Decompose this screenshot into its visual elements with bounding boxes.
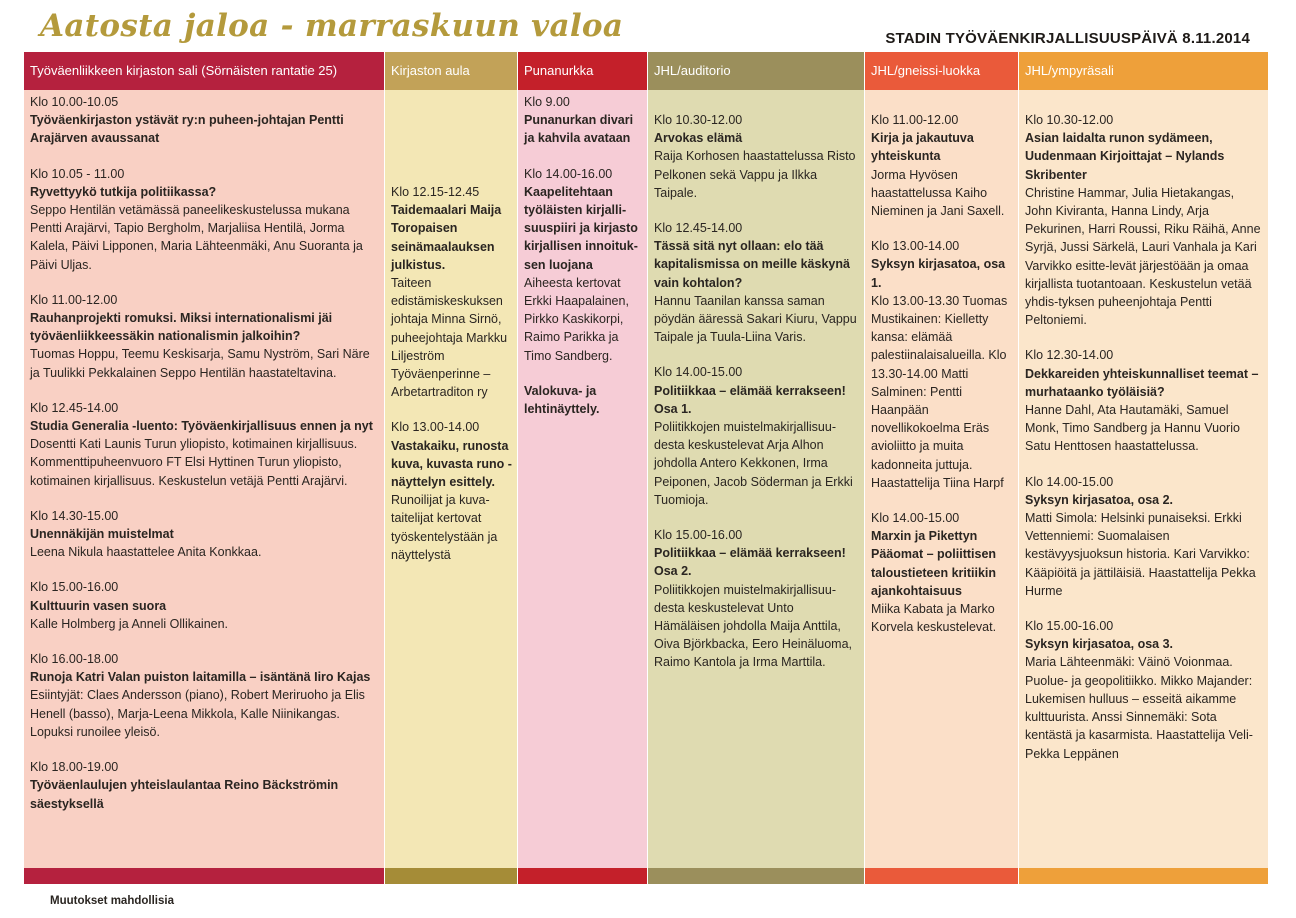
program-description: Matti Simola: Helsinki punaiseksi. Erkki Vettenniemi: Suomalaisen kestävyysjuoksun historia. Kari Varvikko: Kääpiöitä ja jättiläisiä. Haastattelija Pekka Hurme — [1025, 511, 1256, 598]
program-item — [654, 363, 859, 509]
schedule-columns — [0, 52, 1296, 884]
schedule-column — [1019, 52, 1268, 884]
program-item — [30, 399, 379, 490]
program-description: Tuomas Hoppu, Teemu Keskisarja, Samu Nyström, Sari Näre ja Tuulikki Pekkalainen Seppo Hentilän haastateltavina. — [30, 347, 370, 380]
column-body — [1019, 90, 1268, 868]
program-title: Dekkareiden yhteiskunnalliset teemat – murhataanko työläisiä? — [1025, 366, 1259, 399]
program-description: Esiintyjät: Claes Andersson (piano), Robert Meriruoho ja Elis Henell (basso), Marja-Leena Mikkola, Kalle Niinikangas. Lopuksi runoilee yleisö. — [30, 688, 365, 739]
program-title: Runoja Katri Valan puiston laitamilla – isäntänä Iiro Kajas — [30, 670, 371, 685]
program-description: Seppo Hentilän vetämässä paneelikeskustelussa mukana Pentti Arajärvi, Tapio Bergholm, Marjaliisa Hentilä, Jorma Kalela, Päivi Lipponen, Maria Lähteenmäki, Anu Suoranta ja Päivi Uljas. — [30, 203, 363, 272]
program-title: Syksyn kirjasatoa, osa 3. — [1025, 637, 1174, 652]
program-time: Klo 9.00 — [524, 95, 570, 109]
column-footer-bar — [24, 868, 384, 884]
festival-title: Aatosta jaloa - marraskuun valoa — [40, 8, 624, 44]
program-item — [524, 382, 642, 418]
program-item — [524, 93, 642, 148]
schedule-column — [865, 52, 1018, 884]
program-time: Klo 15.00-16.00 — [30, 580, 119, 595]
program-title: Taidemaalari Maija Toropaisen seinämaalauksen julkistus. — [391, 203, 502, 272]
column-footer-bar — [518, 868, 647, 884]
column-footer-bar — [1019, 868, 1268, 884]
program-title: Arvokas elämä — [654, 131, 743, 146]
program-item — [30, 507, 379, 562]
column-body — [518, 90, 647, 868]
program-description: Christine Hammar, Julia Hietakangas, John Kiviranta, Hanna Lindy, Arja Pekurinen, Harri Roussi, Riku Räihä, Anne Syrjä, Jussi Särkelä, Lauri Vanhala ja Kari Varvikko esitte-levät järjestöään ja omaa kirjallista tuotantoaan. Keskustelun vetää yhdis-tyksen puheenjohtaja Pentti Peltoniemi. — [1025, 185, 1261, 328]
program-time: Klo 10.30-12.00 — [654, 113, 743, 127]
program-item — [30, 650, 379, 741]
program-item — [30, 93, 379, 148]
program-title: Asian laidalta runon sydämeen, Uudenmaan Kirjoittajat – Nylands Skribenter — [1025, 131, 1225, 182]
schedule-column — [648, 52, 864, 884]
program-item — [391, 418, 512, 564]
program-description: Poliitikkojen muistelmakirjallisuu-desta keskustelevat Unto Hämäläisen johdolla Maija Anttila, Oiva Björkbacka, Eero Heinäluoma, Raimo Kantola ja Irma Marttila. — [654, 582, 853, 670]
program-time: Klo 14.00-15.00 — [871, 511, 960, 526]
program-item — [654, 219, 859, 346]
program-time: Klo 16.00-18.00 — [30, 652, 119, 667]
program-title: Työväenkirjaston ystävät ry:n puheen-johtajan Pentti Arajärven avaussanat — [30, 113, 344, 146]
program-title: Valokuva- ja lehtinäyttely. — [524, 383, 600, 417]
program-title: Kaapelitehtaan työläisten kirjalli-suuspiiri ja kirjasto kirjallisen innoituk-sen luojana — [524, 184, 638, 272]
program-title: Politiikkaa – elämää kerrakseen! Osa 2. — [654, 546, 846, 579]
program-description: Klo 13.00-13.30 Tuomas Mustikainen: Kielletty kansa: elämää palestiinalaisalueilla. Klo 13.30-14.00 Matti Salminen: Pentti Haanpään novellikokoelma Eräs avioliitto ja muita kadonneita juttuja. Haastattelija Tiina Harpf — [871, 293, 1008, 490]
program-item — [30, 291, 379, 382]
program-description: Hanne Dahl, Ata Hautamäki, Samuel Monk, Timo Sandberg ja Hannu Vuorio Satu Henttosen haastattelussa. — [1025, 403, 1240, 454]
program-item — [871, 509, 1013, 636]
program-title: Vastakaiku, runosta kuva, kuvasta runo -näyttelyn esittely. — [391, 438, 512, 490]
program-description: Maria Lähteenmäki: Väinö Voionmaa. Puolue- ja geopolitiikko. Mikko Majander: Lukemisen hulluus – esseitä aikamme kulttuurista. Anssi Sinnemäki: Sota kentästä ja kasarmista. Haastattelija Veli-Pekka Leppänen — [1025, 655, 1253, 761]
program-title: Kulttuurin vasen suora — [30, 598, 167, 613]
column-header: Työväenliikkeen kirjaston sali (Sörnäisten rantatie 25) — [24, 52, 384, 90]
program-item — [654, 111, 859, 202]
program-item — [654, 526, 859, 672]
program-time: Klo 14.00-15.00 — [1025, 474, 1114, 489]
column-body — [865, 90, 1018, 868]
column-footer-bar — [648, 868, 864, 884]
program-description: Jorma Hyvösen haastattelussa Kaiho Nieminen ja Jani Saxell. — [871, 167, 1005, 219]
program-time: Klo 13.00-14.00 — [871, 239, 960, 254]
program-description: Runoilijat ja kuva-taitelijat kertovat työskentelystään ja näyttelystä — [391, 493, 498, 562]
program-title: Rauhanprojekti romuksi. Miksi internationalismi jäi työväenliikkeessäkin nationalismin jalkoihin? — [30, 311, 333, 344]
program-title: Punanurkan divari ja kahvila avataan — [524, 113, 634, 146]
column-footer-bar — [385, 868, 517, 884]
column-body — [24, 90, 384, 868]
program-description: Poliitikkojen muistelmakirjallisuu-desta keskustelevat Arja Alhon johdolla Antero Kekkonen, Irma Peiponen, Jacob Söderman ja Erkki Tuomioja. — [654, 420, 853, 507]
program-time: Klo 10.05 - 11.00 — [30, 166, 125, 181]
program-item — [391, 183, 512, 401]
program-item — [1025, 473, 1263, 600]
program-title: Ryvettyykö tutkija politiikassa? — [30, 184, 217, 199]
program-time: Klo 12.30-14.00 — [1025, 348, 1114, 363]
column-header: Punanurkka — [518, 52, 647, 90]
changes-note: Muutokset mahdollisia — [50, 895, 174, 907]
program-item — [1025, 617, 1263, 763]
column-footer-bar — [865, 868, 1018, 884]
program-item — [1025, 111, 1263, 329]
program-item — [524, 165, 642, 365]
column-header: Kirjaston aula — [385, 52, 517, 90]
program-time: Klo 10.00-10.05 — [30, 95, 119, 109]
program-description: Raija Korhosen haastattelussa Risto Pelkonen sekä Vappu ja Ilkka Taipale. — [654, 149, 856, 200]
program-title: Studia Generalia -luento: Työväenkirjallisuus ennen ja nyt — [30, 419, 373, 434]
column-header: JHL/ympyräsali — [1019, 52, 1268, 90]
program-description: Kalle Holmberg ja Anneli Ollikainen. — [30, 616, 229, 631]
program-time: Klo 11.00-12.00 — [30, 292, 118, 307]
column-header: JHL/gneissi-luokka — [865, 52, 1018, 90]
program-time: Klo 11.00-12.00 — [871, 113, 959, 127]
program-item — [1025, 346, 1263, 455]
program-title: Työväenlaulujen yhteislaulantaa Reino Bäckströmin säestyksellä — [30, 778, 339, 811]
program-time: Klo 14.30-15.00 — [30, 508, 119, 523]
program-title: Syksyn kirjasatoa, osa 1. — [871, 257, 1006, 290]
program-time: Klo 12.15-12.45 — [391, 185, 480, 199]
event-title: STADIN TYÖVÄENKIRJALLISUUSPÄIVÄ 8.11.2014 — [885, 30, 1250, 47]
program-item — [871, 111, 1013, 220]
schedule-column — [518, 52, 647, 884]
schedule-column — [24, 52, 384, 884]
program-description: Taiteen edistämiskeskuksen johtaja Minna Sirnö, puheejohtaja Markku Liljeström Työväenperinne – Arbetartraditon ry — [391, 276, 508, 400]
program-item — [871, 237, 1013, 492]
program-item — [30, 578, 379, 633]
program-time: Klo 12.45-14.00 — [654, 221, 743, 236]
program-time: Klo 14.00-15.00 — [654, 365, 743, 380]
program-title: Politiikkaa – elämää kerrakseen! Osa 1. — [654, 383, 846, 416]
program-title: Syksyn kirjasatoa, osa 2. — [1025, 492, 1174, 507]
program-description: Hannu Taanilan kanssa saman pöydän ääressä Sakari Kiuru, Vappu Taipale ja Tuula-Liina Varis. — [654, 293, 857, 345]
program-time: Klo 15.00-16.00 — [1025, 619, 1114, 634]
program-item — [30, 758, 379, 813]
program-description: Aiheesta kertovat Erkki Haapalainen, Pirkko Kaskikorpi, Raimo Parikka ja Timo Sandberg. — [524, 275, 629, 363]
program-time: Klo 14.00-16.00 — [524, 166, 613, 181]
program-title: Kirja ja jakautuva yhteiskunta — [871, 131, 974, 164]
column-header: JHL/auditorio — [648, 52, 864, 90]
schedule-column — [385, 52, 517, 884]
column-body — [385, 90, 517, 868]
program-title: Tässä sitä nyt ollaan: elo tää kapitalismissa on meille käskynä vain kohtalon? — [654, 239, 850, 290]
program-description: Miika Kabata ja Marko Korvela keskustelevat. — [871, 602, 997, 635]
program-title: Marxin ja Pikettyn Pääomat – poliittisen taloustieteen kritiikin ajankohtaisuus — [871, 529, 997, 598]
program-description: Leena Nikula haastattelee Anita Konkkaa. — [30, 545, 262, 560]
program-time: Klo 12.45-14.00 — [30, 400, 119, 415]
program-item — [30, 165, 379, 274]
program-time: Klo 10.30-12.00 — [1025, 113, 1114, 127]
program-time: Klo 15.00-16.00 — [654, 528, 743, 543]
program-description: Dosentti Kati Launis Turun yliopisto, kotimainen kirjallisuus. Kommenttipuheenvuoro FT Elsi Hyttinen Turun yliopisto, kotimainen kirjallisuus. Keskustelun vetäjä Pentti Arajärvi. — [30, 437, 358, 488]
column-body — [648, 90, 864, 868]
program-time: Klo 13.00-14.00 — [391, 420, 480, 435]
program-time: Klo 18.00-19.00 — [30, 760, 119, 775]
program-title: Unennäkijän muistelmat — [30, 527, 174, 542]
